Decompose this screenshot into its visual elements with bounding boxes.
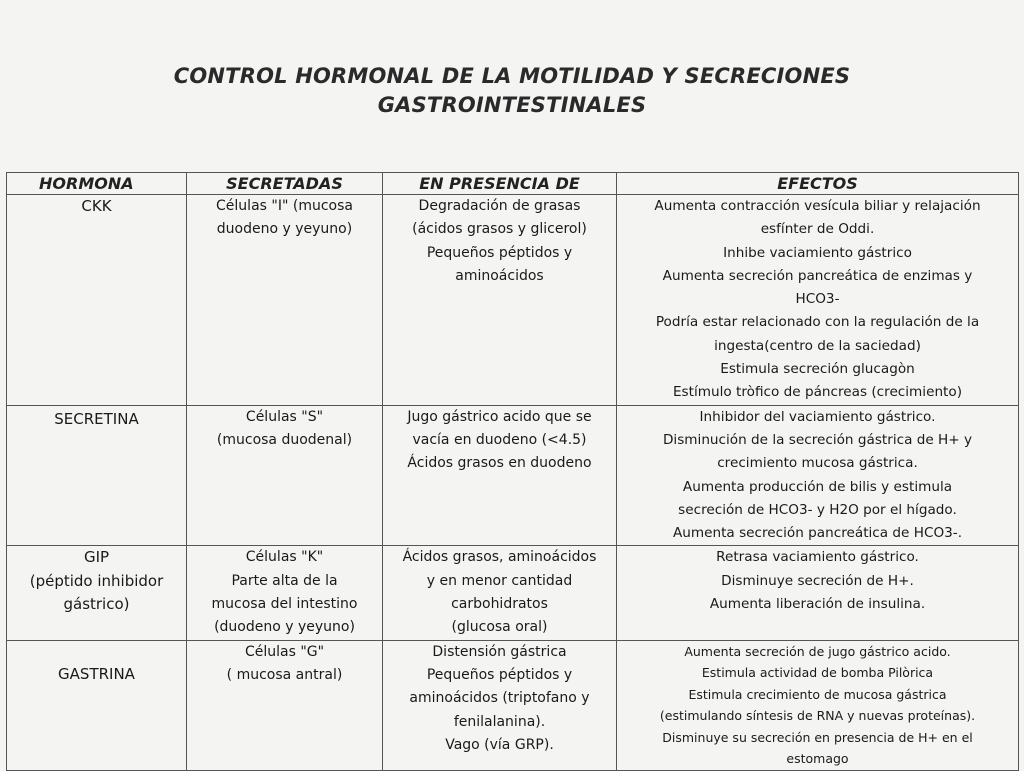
presencia-line: y en menor cantidad xyxy=(426,572,573,589)
efectos-line: (estimulando síntesis de RNA y nuevas proteínas). xyxy=(659,708,976,724)
secretadas-line: Parte alta de la xyxy=(231,572,338,589)
presencia-line: Ácidos grasos en duodeno xyxy=(407,455,592,472)
document-title xyxy=(0,62,1024,120)
secretadas-line: ( mucosa antral) xyxy=(226,666,343,683)
title-line-1: CONTROL HORMONAL DE LA MOTILIDAD Y SECRECIONES xyxy=(173,64,851,88)
hormona-line: GIP xyxy=(83,548,110,567)
table-header-row xyxy=(7,173,1019,195)
presencia-line: (ácidos grasos y glicerol) xyxy=(412,221,587,238)
efectos-line: Estimula secreción glucagòn xyxy=(720,361,915,378)
table-row-gastrina xyxy=(7,640,1019,770)
cell-presencia xyxy=(383,405,617,546)
cell-hormona xyxy=(7,195,187,406)
efectos-line: Aumenta contracción vesícula biliar y relajación xyxy=(654,198,981,214)
title-line-2: GASTROINTESTINALES xyxy=(377,93,647,117)
efectos-line: HCO3- xyxy=(795,291,840,308)
secretadas-line: (mucosa duodenal) xyxy=(216,431,353,448)
presencia-line: Jugo gástrico acido que se xyxy=(407,408,592,425)
cell-efectos xyxy=(617,640,1019,770)
secretadas-line: Células "G" xyxy=(244,643,325,660)
efectos-line: Disminuye su secreción en presencia de H+ en el xyxy=(662,729,973,745)
hormona-line: (péptido inhibidor xyxy=(29,571,164,590)
presencia-line: Ácidos grasos, aminoácidos xyxy=(402,549,597,566)
cell-efectos xyxy=(617,546,1019,640)
cell-hormona xyxy=(7,640,187,770)
efectos-line: Disminución de la secreción gástrica de H+ y xyxy=(662,431,973,448)
table-row-gip xyxy=(7,546,1019,640)
efectos-line: estomago xyxy=(786,751,849,767)
secretadas-line: duodeno y yeyuno) xyxy=(216,221,353,238)
cell-presencia xyxy=(383,640,617,770)
header-secretadas: SECRETADAS xyxy=(187,173,383,195)
presencia-line: Pequeños péptidos y xyxy=(426,244,573,261)
presencia-line: fenilalanina). xyxy=(453,713,546,730)
hormone-table xyxy=(6,172,1019,771)
secretadas-line: (duodeno y yeyuno) xyxy=(214,619,355,636)
header-presencia: EN PRESENCIA DE xyxy=(383,173,617,195)
header-efectos: EFECTOS xyxy=(617,173,1019,195)
efectos-line: crecimiento mucosa gástrica. xyxy=(717,455,918,472)
cell-secretadas xyxy=(187,546,383,640)
cell-efectos xyxy=(617,195,1019,406)
presencia-line: Vago (vía GRP). xyxy=(445,736,554,753)
header-hormona: HORMONA xyxy=(7,173,187,195)
table-row-secretina xyxy=(7,405,1019,546)
efectos-line: Aumenta secreción de jugo gástrico acido. xyxy=(684,643,951,659)
efectos-line: Aumenta liberación de insulina. xyxy=(709,596,926,613)
cell-presencia xyxy=(383,195,617,406)
cell-presencia xyxy=(383,546,617,640)
hormona-line: GASTRINA xyxy=(58,664,135,683)
presencia-line: aminoácidos (triptofano y xyxy=(409,690,590,707)
hormona-line: CKK xyxy=(81,197,112,215)
hormona-line: SECRETINA xyxy=(54,409,139,428)
efectos-line: Inhibe vaciamiento gástrico xyxy=(723,244,912,261)
secretadas-line: Células "K" xyxy=(245,549,324,566)
efectos-line: Estimula actividad de bomba Pilòrica xyxy=(701,665,934,681)
efectos-line: Podría estar relacionado con la regulación de la xyxy=(655,314,980,331)
efectos-line: Disminuye secreción de H+. xyxy=(721,572,914,589)
presencia-line: Degradación de grasas xyxy=(418,198,581,214)
presencia-line: Pequeños péptidos y xyxy=(426,666,573,683)
cell-secretadas xyxy=(187,405,383,546)
presencia-line: Distensión gástrica xyxy=(432,643,567,660)
secretadas-line: Células "I" (mucosa xyxy=(216,198,353,214)
efectos-line: Retrasa vaciamiento gástrico. xyxy=(716,549,919,566)
efectos-line: esfínter de Oddi. xyxy=(760,221,875,238)
secretadas-line: Células "S" xyxy=(245,408,324,425)
secretadas-line: mucosa del intestino xyxy=(211,596,358,613)
efectos-line: Aumenta producción de bilis y estimula xyxy=(682,478,953,495)
efectos-line: secreción de HCO3- y H2O por el hígado. xyxy=(678,501,957,518)
table-row-ckk xyxy=(7,195,1019,406)
presencia-line: (glucosa oral) xyxy=(451,619,548,636)
cell-hormona xyxy=(7,546,187,640)
presencia-line: carbohidratos xyxy=(451,596,548,613)
cell-hormona xyxy=(7,405,187,546)
presencia-line: aminoácidos xyxy=(455,267,544,284)
efectos-line: ingesta(centro de la saciedad) xyxy=(714,337,921,354)
hormona-line: gástrico) xyxy=(63,595,130,614)
efectos-line: Estímulo tròfico de páncreas (crecimiento) xyxy=(672,384,963,401)
efectos-line: Aumenta secreción pancreática de HCO3-. xyxy=(672,525,963,542)
cell-secretadas xyxy=(187,195,383,406)
efectos-line: Estimula crecimiento de mucosa gástrica xyxy=(688,686,947,702)
efectos-line: Inhibidor del vaciamiento gástrico. xyxy=(699,408,936,425)
presencia-line: vacía en duodeno (<4.5) xyxy=(412,431,587,448)
efectos-line: Aumenta secreción pancreática de enzimas y xyxy=(662,267,973,284)
cell-secretadas xyxy=(187,640,383,770)
cell-efectos xyxy=(617,405,1019,546)
